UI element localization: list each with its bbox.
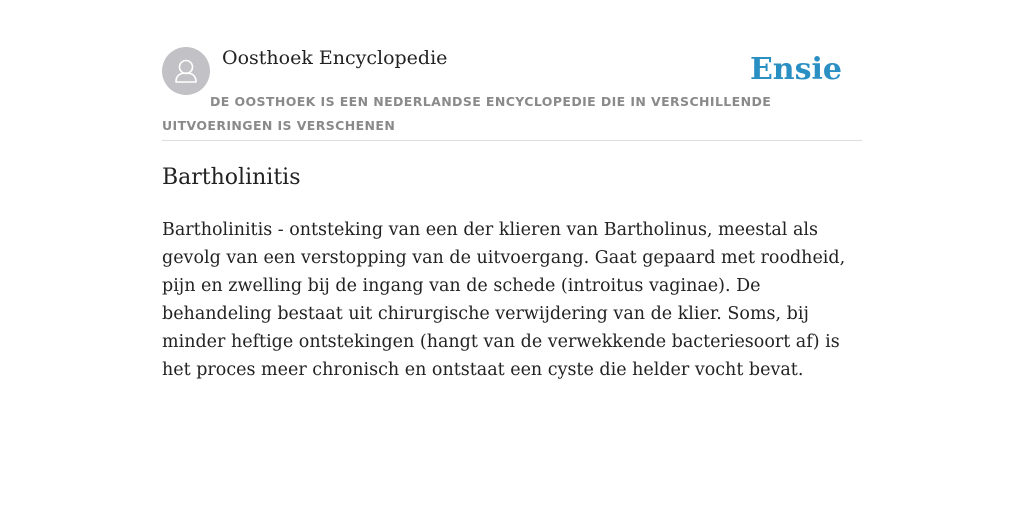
publisher-tagline: DE OOSTHOEK IS EEN NEDERLANDSE ENCYCLOPEDIE DIE IN VERSCHILLENDE UITVOERINGEN IS VERSCHENEN	[162, 94, 772, 133]
article-title: Bartholinitis	[162, 165, 301, 190]
user-silhouette-icon	[162, 47, 210, 95]
brand-logo-link[interactable]: Ensie	[749, 52, 842, 87]
publisher-name[interactable]: Oosthoek Encyclopedie	[222, 47, 448, 69]
article-body: Bartholinitis - ontsteking van een der klieren van Bartholinus, meestal als gevolg van een verstopping van de uitvoergang. Gaat gepaard met roodheid, pijn en zwelling bij de ingang van de schede (introitus vaginae). De behandeling bestaat uit chirurgische verwijdering van de klier. Soms, bij minder heftige ontstekingen (hangt van de verwekkende bacteriesoort af) is het proces meer chronisch en ontstaat een cyste die helder vocht bevat.	[162, 220, 846, 380]
publisher-avatar[interactable]	[162, 47, 210, 95]
publisher-header	[162, 46, 862, 141]
